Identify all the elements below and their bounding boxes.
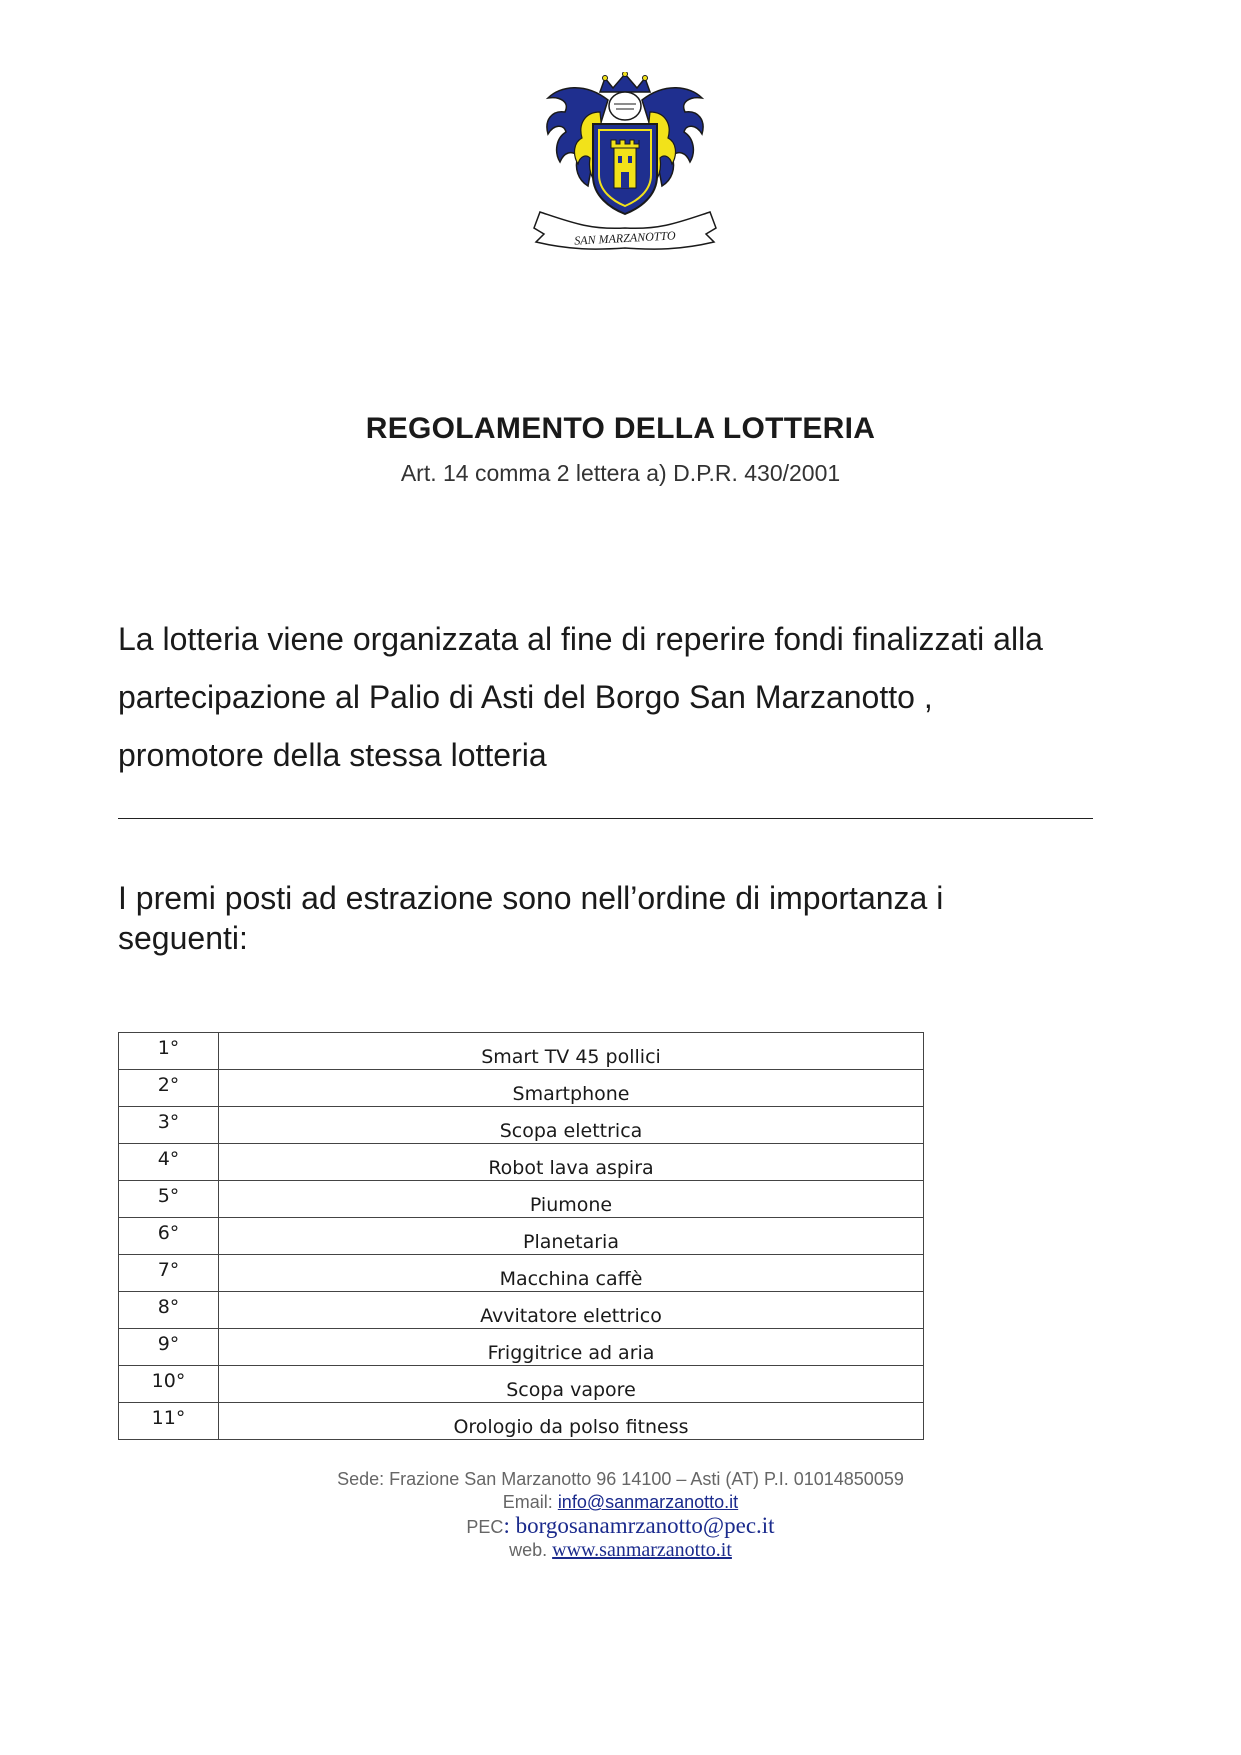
prize-item: Smart TV 45 pollici (219, 1033, 924, 1070)
prize-item: Smartphone (219, 1070, 924, 1107)
pec-label: PEC (466, 1517, 504, 1537)
table-row (119, 1107, 924, 1144)
prize-item: Macchina caffè (219, 1255, 924, 1292)
prize-rank: 7° (119, 1255, 219, 1292)
prize-rank: 4° (119, 1144, 219, 1181)
prize-item: Scopa vapore (219, 1366, 924, 1403)
legal-reference: Art. 14 comma 2 lettera a) D.P.R. 430/2001 (400, 460, 841, 486)
prize-rank: 10° (119, 1366, 219, 1403)
prize-item: Piumone (219, 1181, 924, 1218)
website-link[interactable]: www.sanmarzanotto.it (552, 1539, 732, 1561)
document-title: REGOLAMENTO DELLA LOTTERIA (365, 412, 876, 445)
prize-rank: 5° (119, 1181, 219, 1218)
prize-item: Planetaria (219, 1218, 924, 1255)
prize-rank: 1° (119, 1033, 219, 1070)
prize-item: Friggitrice ad aria (219, 1329, 924, 1366)
footer-email-line (0, 1491, 1241, 1514)
table-row (119, 1292, 924, 1329)
footer-contacts (0, 1468, 1241, 1562)
logo-motto: SAN MARZANOTTO (573, 228, 676, 248)
prize-rank: 2° (119, 1070, 219, 1107)
prize-item: Orologio da polso fitness (219, 1403, 924, 1440)
table-row (119, 1033, 924, 1070)
table-row (119, 1181, 924, 1218)
footer-web-line (0, 1539, 1241, 1562)
table-row (119, 1144, 924, 1181)
footer-address: Sede: Frazione San Marzanotto 96 14100 – Asti (AT) P.I. 01014850059 (337, 1469, 904, 1489)
prizes-table (118, 1032, 924, 1440)
web-label: web. (509, 1540, 553, 1560)
footer-pec-line (0, 1514, 1241, 1539)
separator-line (118, 818, 1093, 819)
table-row (119, 1070, 924, 1107)
coat-of-arms-logo (530, 72, 720, 252)
prize-item: Robot lava aspira (219, 1144, 924, 1181)
intro-line: La lotteria viene organizzata al fine di reperire fondi finalizzati alla (118, 621, 1043, 657)
email-label: Email: (502, 1492, 558, 1512)
table-row (119, 1255, 924, 1292)
prizes-heading: I premi posti ad estrazione sono nell’ordine di importanza i seguenti: (118, 880, 944, 956)
table-row (119, 1403, 924, 1440)
intro-line: partecipazione al Palio di Asti del Borgo San Marzanotto , (118, 679, 933, 715)
prize-rank: 8° (119, 1292, 219, 1329)
table-row (119, 1329, 924, 1366)
prize-rank: 11° (119, 1403, 219, 1440)
prize-rank: 3° (119, 1107, 219, 1144)
prize-item: Scopa elettrica (219, 1107, 924, 1144)
table-row (119, 1218, 924, 1255)
prize-item: Avvitatore elettrico (219, 1292, 924, 1329)
prize-rank: 6° (119, 1218, 219, 1255)
prize-rank: 9° (119, 1329, 219, 1366)
table-row (119, 1366, 924, 1403)
email-link[interactable]: info@sanmarzanotto.it (557, 1492, 739, 1512)
intro-paragraph (118, 610, 1128, 784)
intro-line: promotore della stessa lotteria (118, 737, 547, 773)
pec-address: : borgosanamrzanotto@pec.it (503, 1513, 775, 1538)
